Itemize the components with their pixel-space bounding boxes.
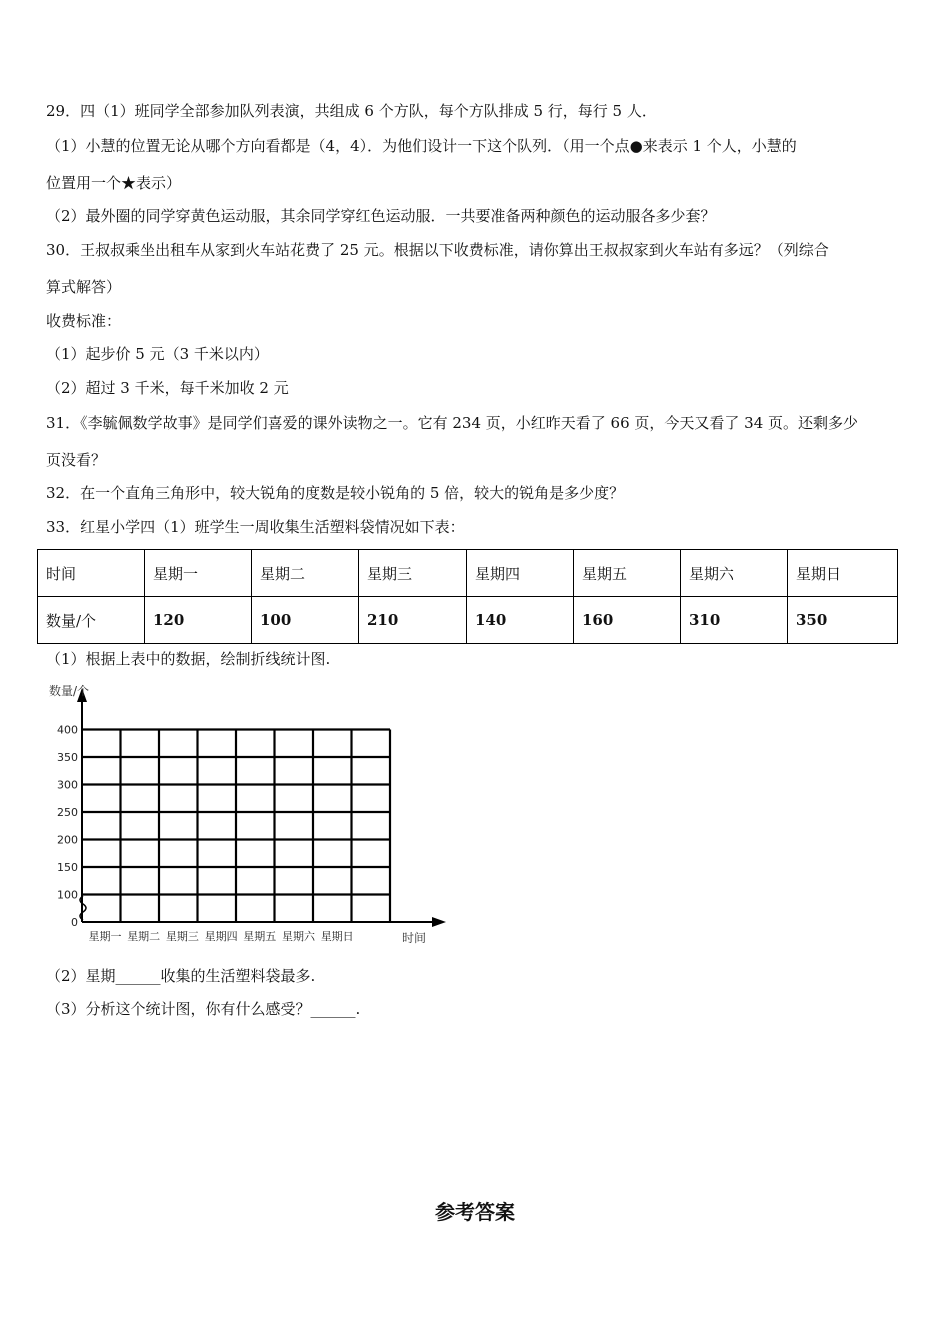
y-tick-label: 100 [57, 888, 78, 902]
q31-line2: 页没看？ [46, 451, 107, 469]
table-day-cell: 星期五 [574, 550, 681, 597]
q29-part2: （2）最外圈的同学穿黄色运动服，其余同学穿红色运动服．一共要准备两种颜色的运动服各多少套？ [46, 207, 716, 225]
table-header-quantity: 数量/个 [38, 597, 145, 644]
y-tick-label: 0 [71, 916, 78, 929]
q29-part1-line1: （1）小慧的位置无论从哪个方向看都是（4，4）．为他们设计一下这个队列．（用一个点●来表示 1 个人，小慧的 [46, 137, 797, 155]
table-day-cell: 星期四 [467, 550, 574, 597]
table-row-time [38, 550, 898, 597]
table-value-cell: 100 [252, 597, 359, 644]
x-tick-label: 星期五 [243, 930, 277, 943]
table-day-cell: 星期一 [145, 550, 252, 597]
table-day-cell: 星期三 [359, 550, 467, 597]
y-tick-label: 350 [57, 751, 78, 764]
q33-part1: （1）根据上表中的数据，绘制折线统计图. [46, 650, 331, 668]
q29-stem: 29．四（1）班同学全部参加队列表演，共组成 6 个方队，每个方队排成 5 行，每行 5 人． [46, 102, 657, 120]
table-header-time: 时间 [38, 550, 145, 597]
q30-fee-title: 收费标准： [46, 312, 122, 330]
x-tick-label: 星期二 [127, 930, 161, 943]
answer-title: 参考答案 [435, 1200, 515, 1224]
table-row-quantity [38, 597, 898, 644]
q32-line: 32．在一个直角三角形中，较大锐角的度数是较小锐角的 5 倍，较大的锐角是多少度？ [46, 484, 625, 502]
q30-fee2: （2）超过 3 千米，每千米加收 2 元 [46, 379, 289, 397]
x-axis-arrow [432, 917, 446, 927]
x-tick-label: 星期四 [204, 930, 238, 943]
y-tick-label: 200 [57, 833, 78, 847]
q30-fee1: （1）起步价 5 元（3 千米以内） [46, 345, 269, 363]
y-tick-label: 150 [57, 861, 78, 874]
x-tick-label: 星期日 [320, 930, 354, 943]
q30-stem-line1: 30．王叔叔乘坐出租车从家到火车站花费了 25 元。根据以下收费标准，请你算出王叔叔家到火车站有多远？（列综合 [46, 241, 829, 259]
x-axis-label: 时间 [401, 931, 427, 945]
table-value-cell: 160 [574, 597, 681, 644]
y-axis-label: 数量/个 [49, 684, 90, 698]
table-day-cell: 星期二 [252, 550, 359, 597]
q31-line1: 31．《李毓佩数学故事》是同学们喜爱的课外读物之一。它有 234 页，小红昨天看了 66 页，今天又看了 34 页。还剩多少 [46, 414, 859, 432]
x-tick-label: 星期三 [165, 930, 199, 943]
table-value-cell: 140 [467, 597, 574, 644]
q33-stem: 33．红星小学四（1）班学生一周收集生活塑料袋情况如下表： [46, 518, 465, 536]
q33-part2: （2）星期______收集的生活塑料袋最多. [46, 967, 316, 985]
table-day-cell: 星期日 [788, 550, 898, 597]
q30-stem-line2: 算式解答） [46, 278, 122, 296]
q33-data-table [37, 549, 898, 644]
y-tick-label: 400 [57, 723, 78, 737]
table-value-cell: 210 [359, 597, 467, 644]
x-tick-label: 星期六 [282, 930, 315, 943]
line-chart-grid [44, 678, 454, 953]
table-value-cell: 120 [145, 597, 252, 644]
x-tick-label: 星期一 [88, 930, 122, 943]
table-day-cell: 星期六 [681, 550, 788, 597]
q29-part1-line2: 位置用一个★表示） [46, 174, 182, 192]
table-value-cell: 350 [788, 597, 898, 644]
table-value-cell: 310 [681, 597, 788, 644]
y-tick-label: 250 [57, 806, 78, 819]
y-tick-label: 300 [57, 778, 78, 792]
q33-part3: （3）分析这个统计图，你有什么感受？______. [46, 1000, 361, 1018]
